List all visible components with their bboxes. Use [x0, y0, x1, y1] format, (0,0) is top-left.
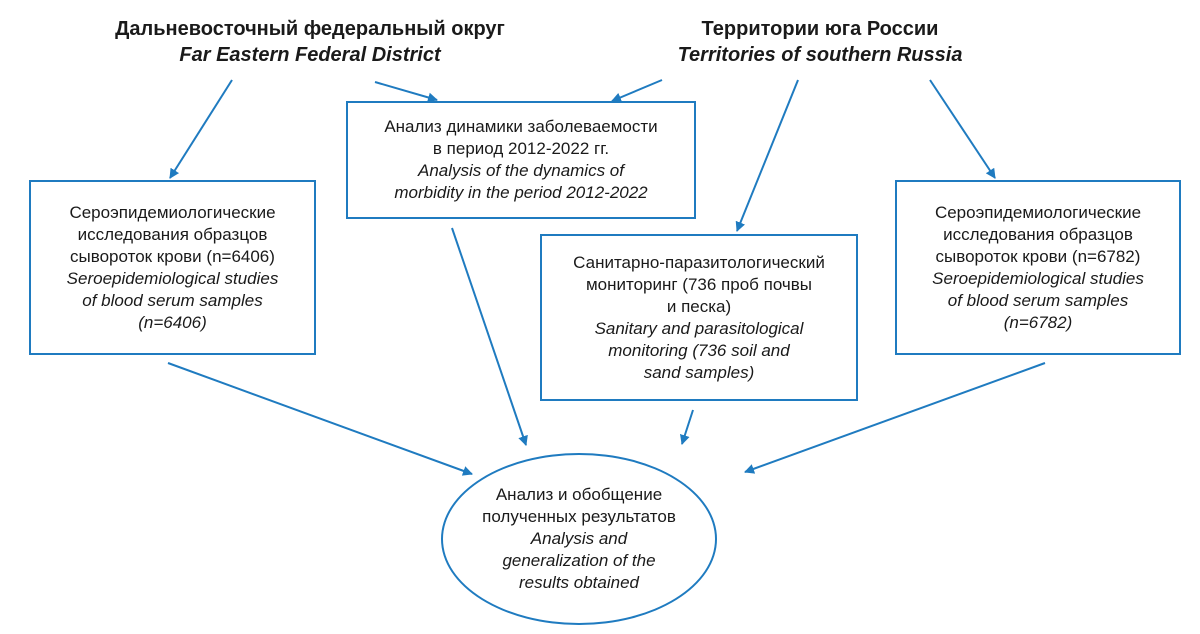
arrow-south-to-morbidity [612, 80, 662, 101]
sero-right-en-line-1: Seroepidemiological studies [932, 268, 1144, 288]
header-south [650, 16, 990, 68]
morbidity-en-line-2: morbidity in the period 2012-2022 [394, 183, 648, 202]
arrow-sero-left-to-result [168, 363, 472, 474]
box-sero-left [29, 180, 316, 355]
sanitary-ru-line-3: и песка) [666, 296, 732, 316]
arrow-sanitary-to-result [682, 410, 693, 444]
header-far-east-ru: Дальневосточный федеральный округ [115, 18, 505, 40]
result-en-line-2: generalization of the [502, 551, 656, 570]
box-sero-right [895, 180, 1181, 355]
morbidity-ru-line-1: Анализ динамики заболеваемости [384, 117, 658, 136]
header-far-east-en: Far Eastern Federal District [179, 44, 441, 66]
arrow-south-to-sanitary [737, 80, 798, 231]
header-south-ru: Территории юга России [701, 18, 939, 40]
arrow-morbidity-to-result [452, 228, 526, 445]
box-sanitary-monitoring [540, 234, 858, 401]
sanitary-ru-line-2: мониторинг (736 проб почвы [585, 274, 813, 294]
sanitary-en-line-1: Sanitary and parasitological [594, 318, 804, 338]
sero-right-en-line-3: (n=6782) [1003, 312, 1073, 332]
result-ru-line-1: Анализ и обобщение [495, 485, 663, 504]
sero-left-en-line-1: Seroepidemiological studies [66, 268, 279, 288]
sero-right-en-line-2: of blood serum samples [947, 290, 1129, 310]
sero-left-ru-line-2: исследования образцов [77, 224, 268, 244]
sero-left-ru-line-3: сывороток крови (n=6406) [70, 246, 275, 266]
arrow-fe-to-sero-left [170, 80, 232, 178]
sanitary-en-line-2: monitoring (736 soil and [608, 340, 790, 360]
sero-left-en-line-3: (n=6406) [138, 312, 207, 332]
arrow-south-to-sero-right [930, 80, 995, 178]
box-morbidity-analysis [346, 101, 696, 219]
result-en-line-1: Analysis and [530, 529, 628, 548]
arrow-fe-to-morbidity [375, 82, 437, 100]
header-far-east [90, 16, 530, 68]
header-south-en: Territories of southern Russia [677, 44, 963, 66]
sero-right-ru-line-2: исследования образцов [943, 224, 1133, 244]
result-oval [441, 453, 717, 625]
sero-left-ru-line-1: Сероэпидемиологические [69, 202, 276, 222]
morbidity-ru-line-2: в период 2012-2022 гг. [432, 139, 610, 158]
sero-right-ru-line-1: Сероэпидемиологические [934, 202, 1142, 222]
sanitary-ru-line-1: Санитарно-паразитологический [573, 252, 825, 272]
result-en-line-3: results obtained [518, 573, 640, 592]
sanitary-en-line-3: sand samples) [643, 362, 755, 382]
sero-right-ru-line-3: сывороток крови (n=6782) [935, 246, 1141, 266]
result-ru-line-2: полученных результатов [482, 507, 676, 526]
sero-left-en-line-2: of blood serum samples [82, 290, 263, 310]
morbidity-en-line-1: Analysis of the dynamics of [418, 161, 624, 180]
